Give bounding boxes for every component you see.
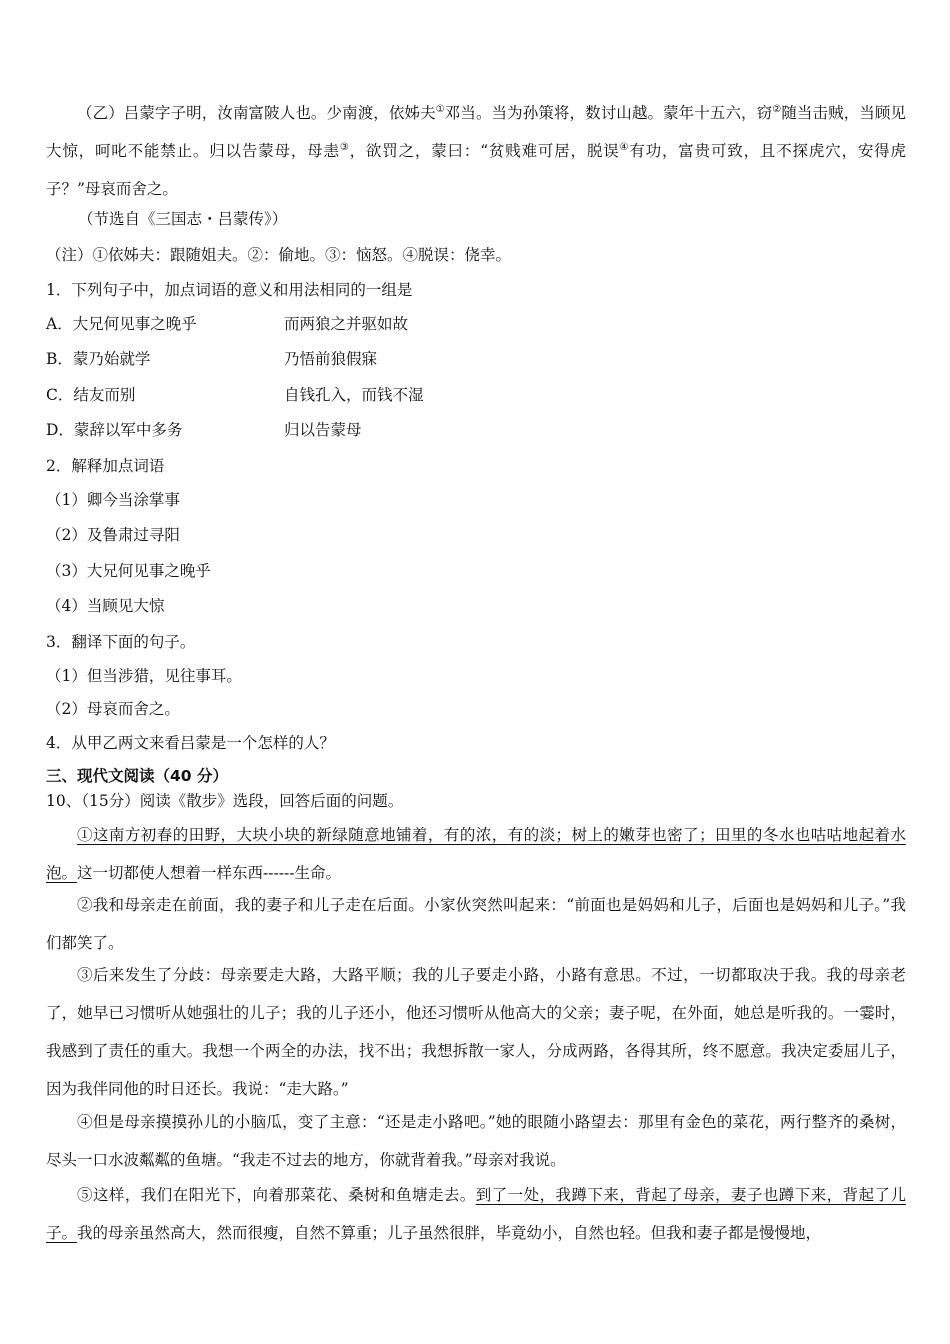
question-1-option-a: A．大兄何见事之晚乎 而两狼之并驱如故 <box>46 315 409 333</box>
question-1-option-c: C．结友而别 自钱孔入，而钱不湿 <box>46 386 424 404</box>
question-2-item: （2）及鲁肃过寻阳 <box>46 526 180 544</box>
reading-paragraph-3: ③后来发生了分歧：母亲要走大路，大路平顺；我的儿子要走小路，小路有意思。不过，一切都取决于我。我的母亲老了，她早已习惯听从她强壮的儿子；我的儿子还小，他还习惯听从他高大的父亲；妻子呢，在外面，她总是听我的。一霎时，我感到了责任的重大。我想一个两全的办法，找不出；我想拆散一家人，分成两路，各得其所，终不愿意。我决定委屈儿子，因为我伴同他的时日还长。我说：“走大路。” <box>46 966 906 1098</box>
reading-paragraph-1: ①这南方初春的田野，大块小块的新绿随意地铺着，有的浓，有的淡；树上的嫩芽也密了；田里的冬水也咕咕地起着水泡。这一切都使人想着一样东西------生命。 <box>46 826 906 882</box>
question-10-instruction: 10、（15分）阅读《散步》选段，回答后面的问题。 <box>46 792 404 810</box>
question-1-stem: 1．下列句子中，加点词语的意义和用法相同的一组是 <box>46 281 413 299</box>
reading-paragraph-4: ④但是母亲摸摸孙儿的小脑瓜，变了主意：“还是走小路吧。”她的眼随小路望去：那里有金色的菜花，两行整齐的桑树，尽头一口水波粼粼的鱼塘。“我走不过去的地方，你就背着我。”母亲对我说。 <box>46 1113 906 1169</box>
passage-notes: （注）①依姊夫：跟随姐夫。②：偷地。③：恼怒。④脱误：侥幸。 <box>46 246 512 264</box>
question-2-item: （1）卿今当涂掌事 <box>46 491 180 509</box>
question-1-option-b: B．蒙乃始就学 乃悟前狼假寐 <box>46 350 378 368</box>
question-4-stem: 4．从甲乙两文来看吕蒙是一个怎样的人？ <box>46 734 335 752</box>
passage-b-paragraph: （乙）吕蒙字子明，汝南富陂人也。少南渡，依姊夫①邓当。当为孙策将，数讨山越。蒙年十五六，窃②随当击贼，当顾见大惊，呵叱不能禁止。归以告蒙母，母恚③，欲罚之，蒙曰：“贫贱难可居，脱误④有功，富贵可致，且不探虎穴，安得虎子？”母哀而舍之。 <box>46 103 906 198</box>
question-3-stem: 3．翻译下面的句子。 <box>46 633 196 651</box>
question-3-item: （1）但当涉猎，见往事耳。 <box>46 667 242 685</box>
question-3-item: （2）母哀而舍之。 <box>46 700 180 718</box>
question-2-item: （3）大兄何见事之晚乎 <box>46 562 211 580</box>
question-2-stem: 2．解释加点词语 <box>46 457 165 475</box>
passage-source: （节选自《三国志・吕蒙传》） <box>78 210 288 228</box>
question-1-option-d: D．蒙辞以军中多务 归以告蒙母 <box>46 421 362 439</box>
reading-paragraph-5: ⑤这样，我们在阳光下，向着那菜花、桑树和鱼塘走去。到了一处，我蹲下来，背起了母亲，妻子也蹲下来，背起了儿子。我的母亲虽然高大，然而很瘦，自然不算重；儿子虽然很胖，毕竟幼小，自然也轻。但我和妻子都是慢慢地， <box>46 1186 906 1242</box>
question-2-item: （4）当顾见大惊 <box>46 597 165 615</box>
reading-paragraph-2: ②我和母亲走在前面，我的妻子和儿子走在后面。小家伙突然叫起来：“前面也是妈妈和儿子，后面也是妈妈和儿子。”我们都笑了。 <box>46 896 906 952</box>
section-3-title: 三、现代文阅读（40 分） <box>46 767 228 785</box>
